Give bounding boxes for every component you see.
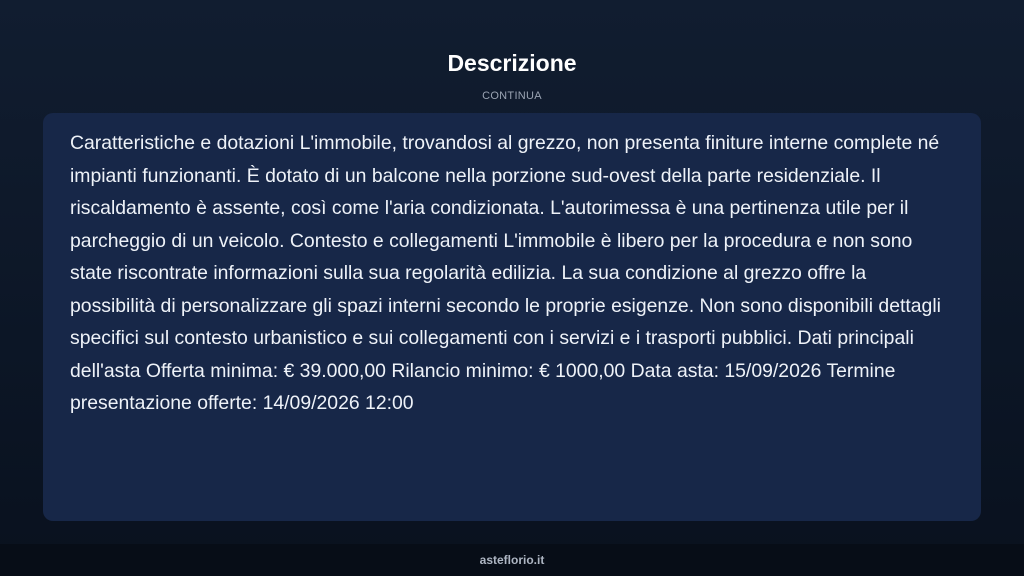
page-title: Descrizione <box>447 50 577 76</box>
page-subtitle: CONTINUA <box>482 90 542 102</box>
footer-site-name: asteflorio.it <box>479 553 545 567</box>
description-card <box>43 113 981 521</box>
footer-bar <box>0 544 1024 576</box>
description-text: Caratteristiche e dotazioni L'immobile, trovandosi al grezzo, non presenta finiture interne complete né impianti funzionanti. È dotato di un balcone nella porzione sud-ovest della parte residenziale. Il riscaldamento è assente, così come l'aria condizionata. L'autorimessa è una pertinenza utile per il parcheggio di un veicolo. Contesto e collegamenti L'immobile è libero per la procedura e non sono state riscontrate informazioni sulla sua regolarità edilizia. La sua condizione al grezzo offre la possibilità di personalizzare gli spazi interni secondo le proprie esigenze. Non sono disponibili dettagli specifici sul contesto urbanistico e sui collegamenti con i servizi e i trasporti pubblici. Dati principali dell'asta Offerta minima: € 39.000,00 Rilancio minimo: € 1000,00 Data asta: 15/09/2026 Termine presentazione offerte: 14/09/2026 12:00 <box>70 132 941 414</box>
